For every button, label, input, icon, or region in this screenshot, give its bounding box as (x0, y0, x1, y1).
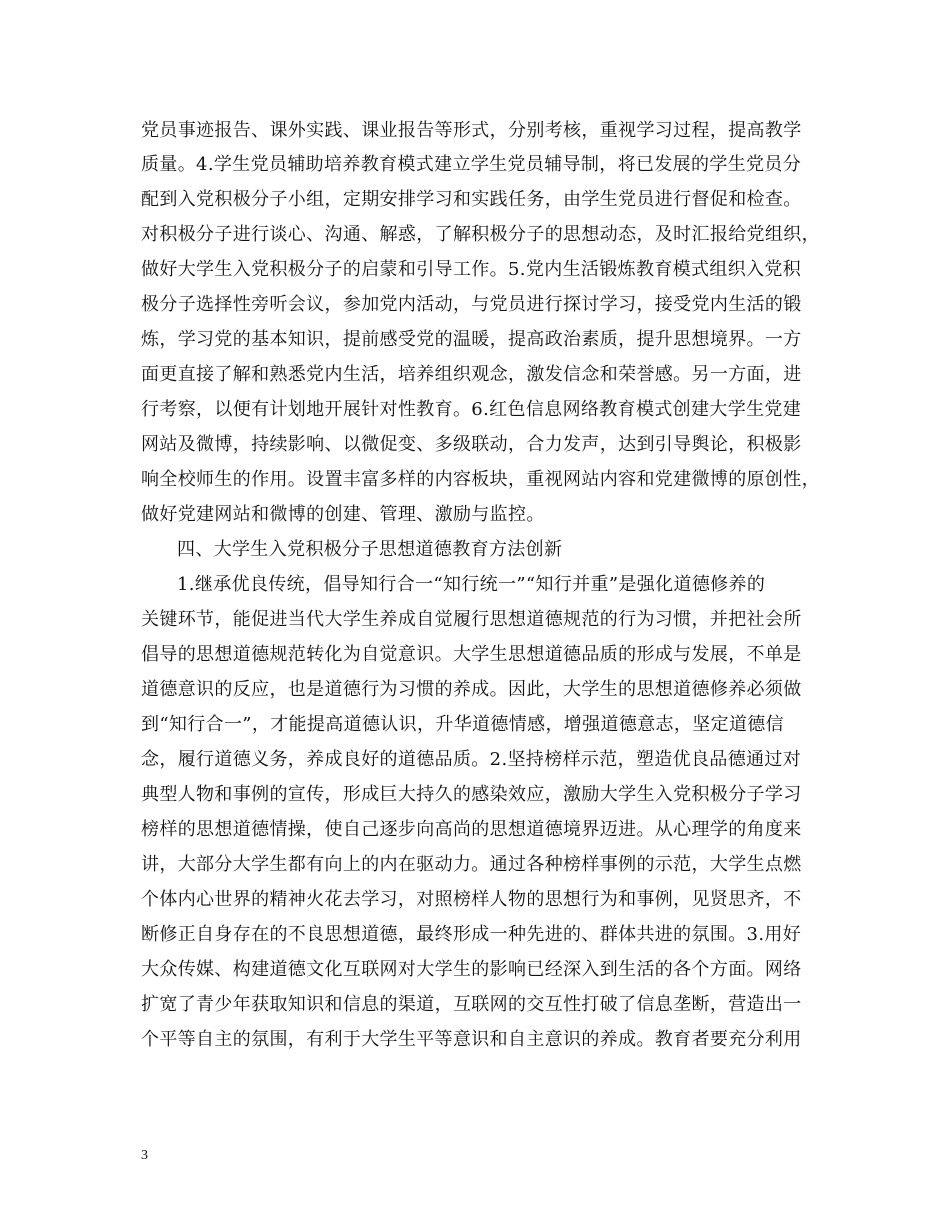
text-line: 对积极分子进行谈心、沟通、解惑，了解积极分子的思想动态，及时汇报给党组织， (141, 224, 820, 245)
text-line: 行考察，以便有计划地开展针对性教育。6.红色信息网络教育模式创建大学生党建 (141, 399, 802, 420)
text-line: 极分子选择性旁听会议，参加党内活动，与党员进行探讨学习，接受党内生活的锻 (141, 294, 802, 315)
text-line: 炼，学习党的基本知识，提前感受党的温暖，提高政治素质，提升思想境界。一方 (141, 329, 802, 350)
text-line: 断修正自身存在的不良思想道德，最终形成一种先进的、群体共进的氛围。3.用好 (141, 924, 802, 945)
text-line: 念，履行道德义务，养成良好的道德品质。2.坚持榜样示范，塑造优良品德通过对 (141, 749, 802, 770)
text-line: 到“知行合一”，才能提高道德认识，升华道德情感，增强道德意志，坚定道德信 (141, 714, 785, 735)
text-line: 响全校师生的作用。设置丰富多样的内容板块，重视网站内容和党建微博的原创性， (141, 469, 820, 490)
text-line: 质量。4.学生党员辅助培养教育模式建立学生党员辅导制，将已发展的学生党员分 (141, 154, 802, 175)
text-line: 1.继承优良传统，倡导知行合一“知行统一”“知行并重”是强化道德修养的 (177, 574, 766, 595)
text-line: 个体内心世界的精神火花去学习，对照榜样人物的思想行为和事例，见贤思齐，不 (141, 889, 802, 910)
page-number: 3 (141, 1148, 148, 1163)
text-line: 党员事迹报告、课外实践、课业报告等形式，分别考核，重视学习过程，提高教学 (141, 120, 802, 141)
text-line: 扩宽了青少年获取知识和信息的渠道，互联网的交互性打破了信息垄断，营造出一 (141, 994, 802, 1015)
text-line: 网站及微博，持续影响、以微促变、多级联动，合力发声，达到引导舆论，积极影 (141, 434, 802, 455)
text-line: 面更直接了解和熟悉党内生活，培养组织观念，激发信念和荣誉感。另一方面，进 (141, 364, 802, 385)
text-line: 榜样的思想道德情操，使自己逐步向高尚的思想道德境界迈进。从心理学的角度来 (141, 819, 802, 840)
section-heading: 四、大学生入党积极分子思想道德教育方法创新 (177, 539, 563, 560)
text-line: 道德意识的反应，也是道德行为习惯的养成。因此，大学生的思想道德修养必须做 (141, 679, 802, 700)
text-line: 典型人物和事例的宣传，形成巨大持久的感染效应，激励大学生入党积极分子学习 (141, 784, 802, 805)
text-line: 讲，大部分大学生都有向上的内在驱动力。通过各种榜样事例的示范，大学生点燃 (141, 854, 802, 875)
text-line: 个平等自主的氛围，有利于大学生平等意识和自主意识的养成。教育者要充分利用 (141, 1029, 802, 1050)
text-line: 配到入党积极分子小组，定期安排学习和实践任务，由学生党员进行督促和检查。 (141, 189, 802, 210)
text-line: 做好党建网站和微博的创建、管理、激励与监控。 (141, 504, 545, 525)
text-line: 倡导的思想道德规范转化为自觉意识。大学生思想道德品质的形成与发展，不单是 (141, 644, 802, 665)
text-line: 大众传媒、构建道德文化互联网对大学生的影响已经深入到生活的各个方面。网络 (141, 959, 802, 980)
text-line: 关键环节，能促进当代大学生养成自觉履行思想道德规范的行为习惯，并把社会所 (141, 609, 802, 630)
text-line: 做好大学生入党积极分子的启蒙和引导工作。5.党内生活锻炼教育模式组织入党积 (141, 259, 802, 280)
